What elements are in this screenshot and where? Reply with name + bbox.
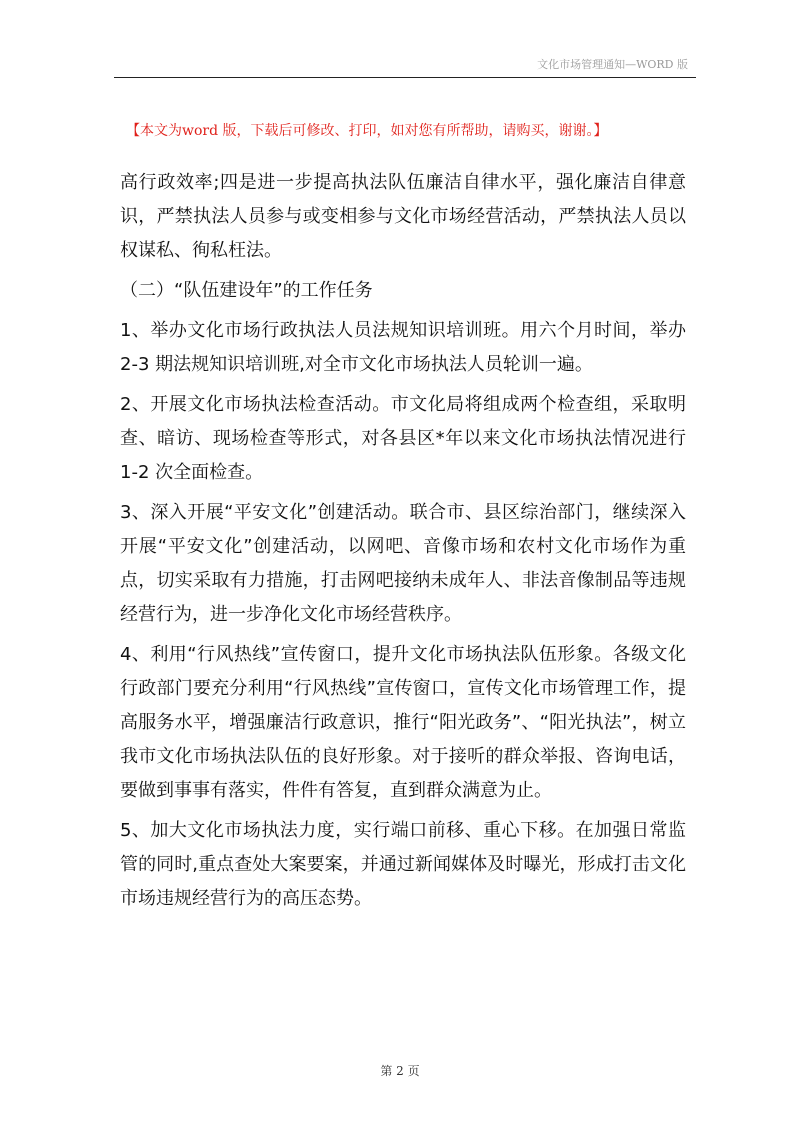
paragraph-task-2: 2、开展文化市场执法检查活动。市文化局将组成两个检查组，采取明查、暗访、现场检查等形式，对各县区*年以来文化市场执法情况进行 1-2 次全面检查。 [120,394,686,483]
section-heading: （二）“队伍建设年”的工作任务 [120,280,373,301]
download-notice: 【本文为word 版，下载后可修改、打印，如对您有所帮助，请购买，谢谢。】 [126,123,608,139]
paragraph-continuation: 高行政效率;四是进一步提高执法队伍廉洁自律水平，强化廉洁自律意识，严禁执法人员参与或变相参与文化市场经营活动，严禁执法人员以权谋私、徇私枉法。 [120,172,686,261]
header-divider [114,77,696,78]
paragraph-task-3: 3、深入开展“平安文化”创建活动。联合市、县区综治部门，继续深入开展“平安文化”创建活动，以网吧、音像市场和农村文化市场作为重点，切实采取有力措施，打击网吧接纳未成年人、非法音像制品等违规经营行为，进一步净化文化市场经营秩序。 [120,502,686,625]
document-body [120,166,686,916]
paragraph-task-5: 5、加大文化市场执法力度，实行端口前移、重心下移。在加强日常监管的同时,重点查处大案要案，并通过新闻媒体及时曝光，形成打击文化市场违规经营行为的高压态势。 [120,820,686,909]
paragraph-task-4: 4、利用“行风热线”宣传窗口，提升文化市场执法队伍形象。各级文化行政部门要充分利用“行风热线”宣传窗口，宣传文化市场管理工作，提高服务水平，增强廉洁行政意识，推行“阳光政务”、“阳光执法”，树立我市文化市场执法队伍的良好形象。对于接听的群众举报、咨询电话，要做到事事有落实，件件有答复，直到群众满意为止。 [120,644,686,801]
page-header-title: 文化市场管理通知—WORD 版 [537,58,688,71]
paragraph-task-1: 1、举办文化市场行政执法人员法规知识培训班。用六个月时间，举办 2-3 期法规知识培训班,对全市文化市场执法人员轮训一遍。 [120,320,686,375]
page-number: 第 2 页 [380,1064,420,1078]
